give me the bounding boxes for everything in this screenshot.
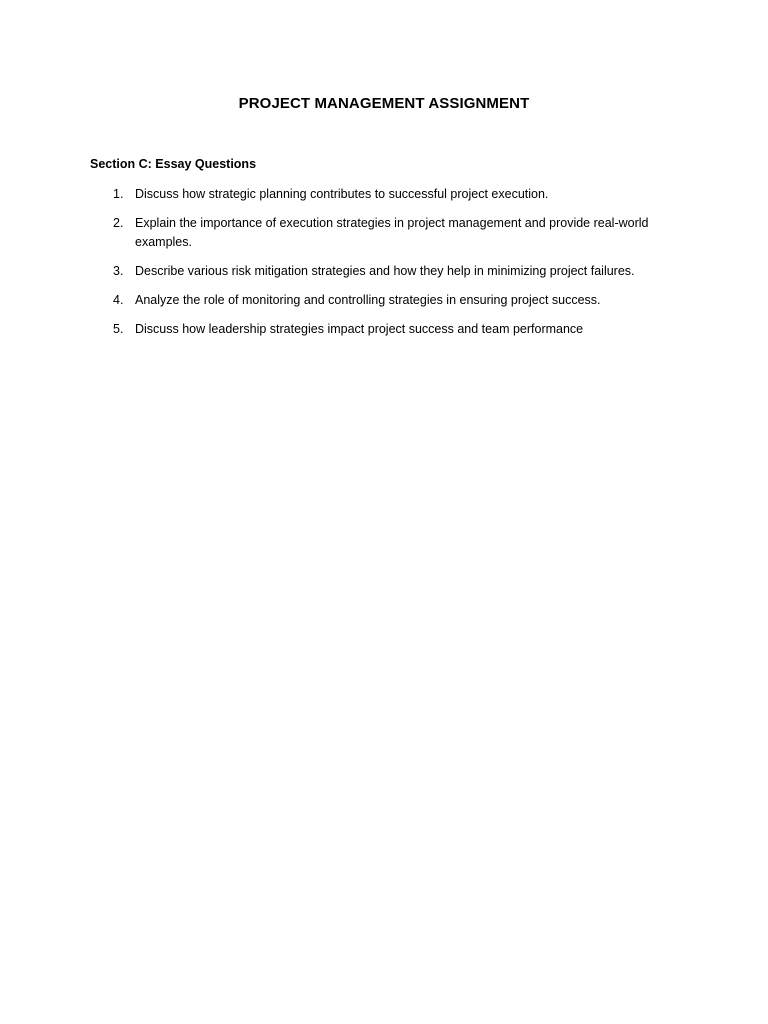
- question-number: 2.: [113, 216, 124, 230]
- list-item: [0, 185, 768, 204]
- question-number: 3.: [113, 264, 124, 278]
- question-text: Explain the importance of execution strategies in project management and provide real-world examples.: [135, 216, 649, 249]
- section-heading: Section C: Essay Questions: [90, 157, 257, 171]
- list-item: [0, 214, 768, 252]
- question-number: 4.: [113, 293, 124, 307]
- question-text: Discuss how leadership strategies impact project success and team performance: [135, 322, 584, 336]
- question-text: Describe various risk mitigation strategies and how they help in minimizing project failures.: [135, 264, 635, 278]
- question-number: 1.: [113, 187, 124, 201]
- document-title: PROJECT MANAGEMENT ASSIGNMENT: [238, 95, 530, 112]
- list-item: [0, 291, 768, 310]
- essay-question-list: [0, 185, 768, 349]
- list-item: [0, 262, 768, 281]
- list-item: [0, 320, 768, 339]
- question-number: 5.: [113, 322, 124, 336]
- question-text: Discuss how strategic planning contributes to successful project execution.: [135, 187, 549, 201]
- question-text: Analyze the role of monitoring and controlling strategies in ensuring project success.: [135, 293, 601, 307]
